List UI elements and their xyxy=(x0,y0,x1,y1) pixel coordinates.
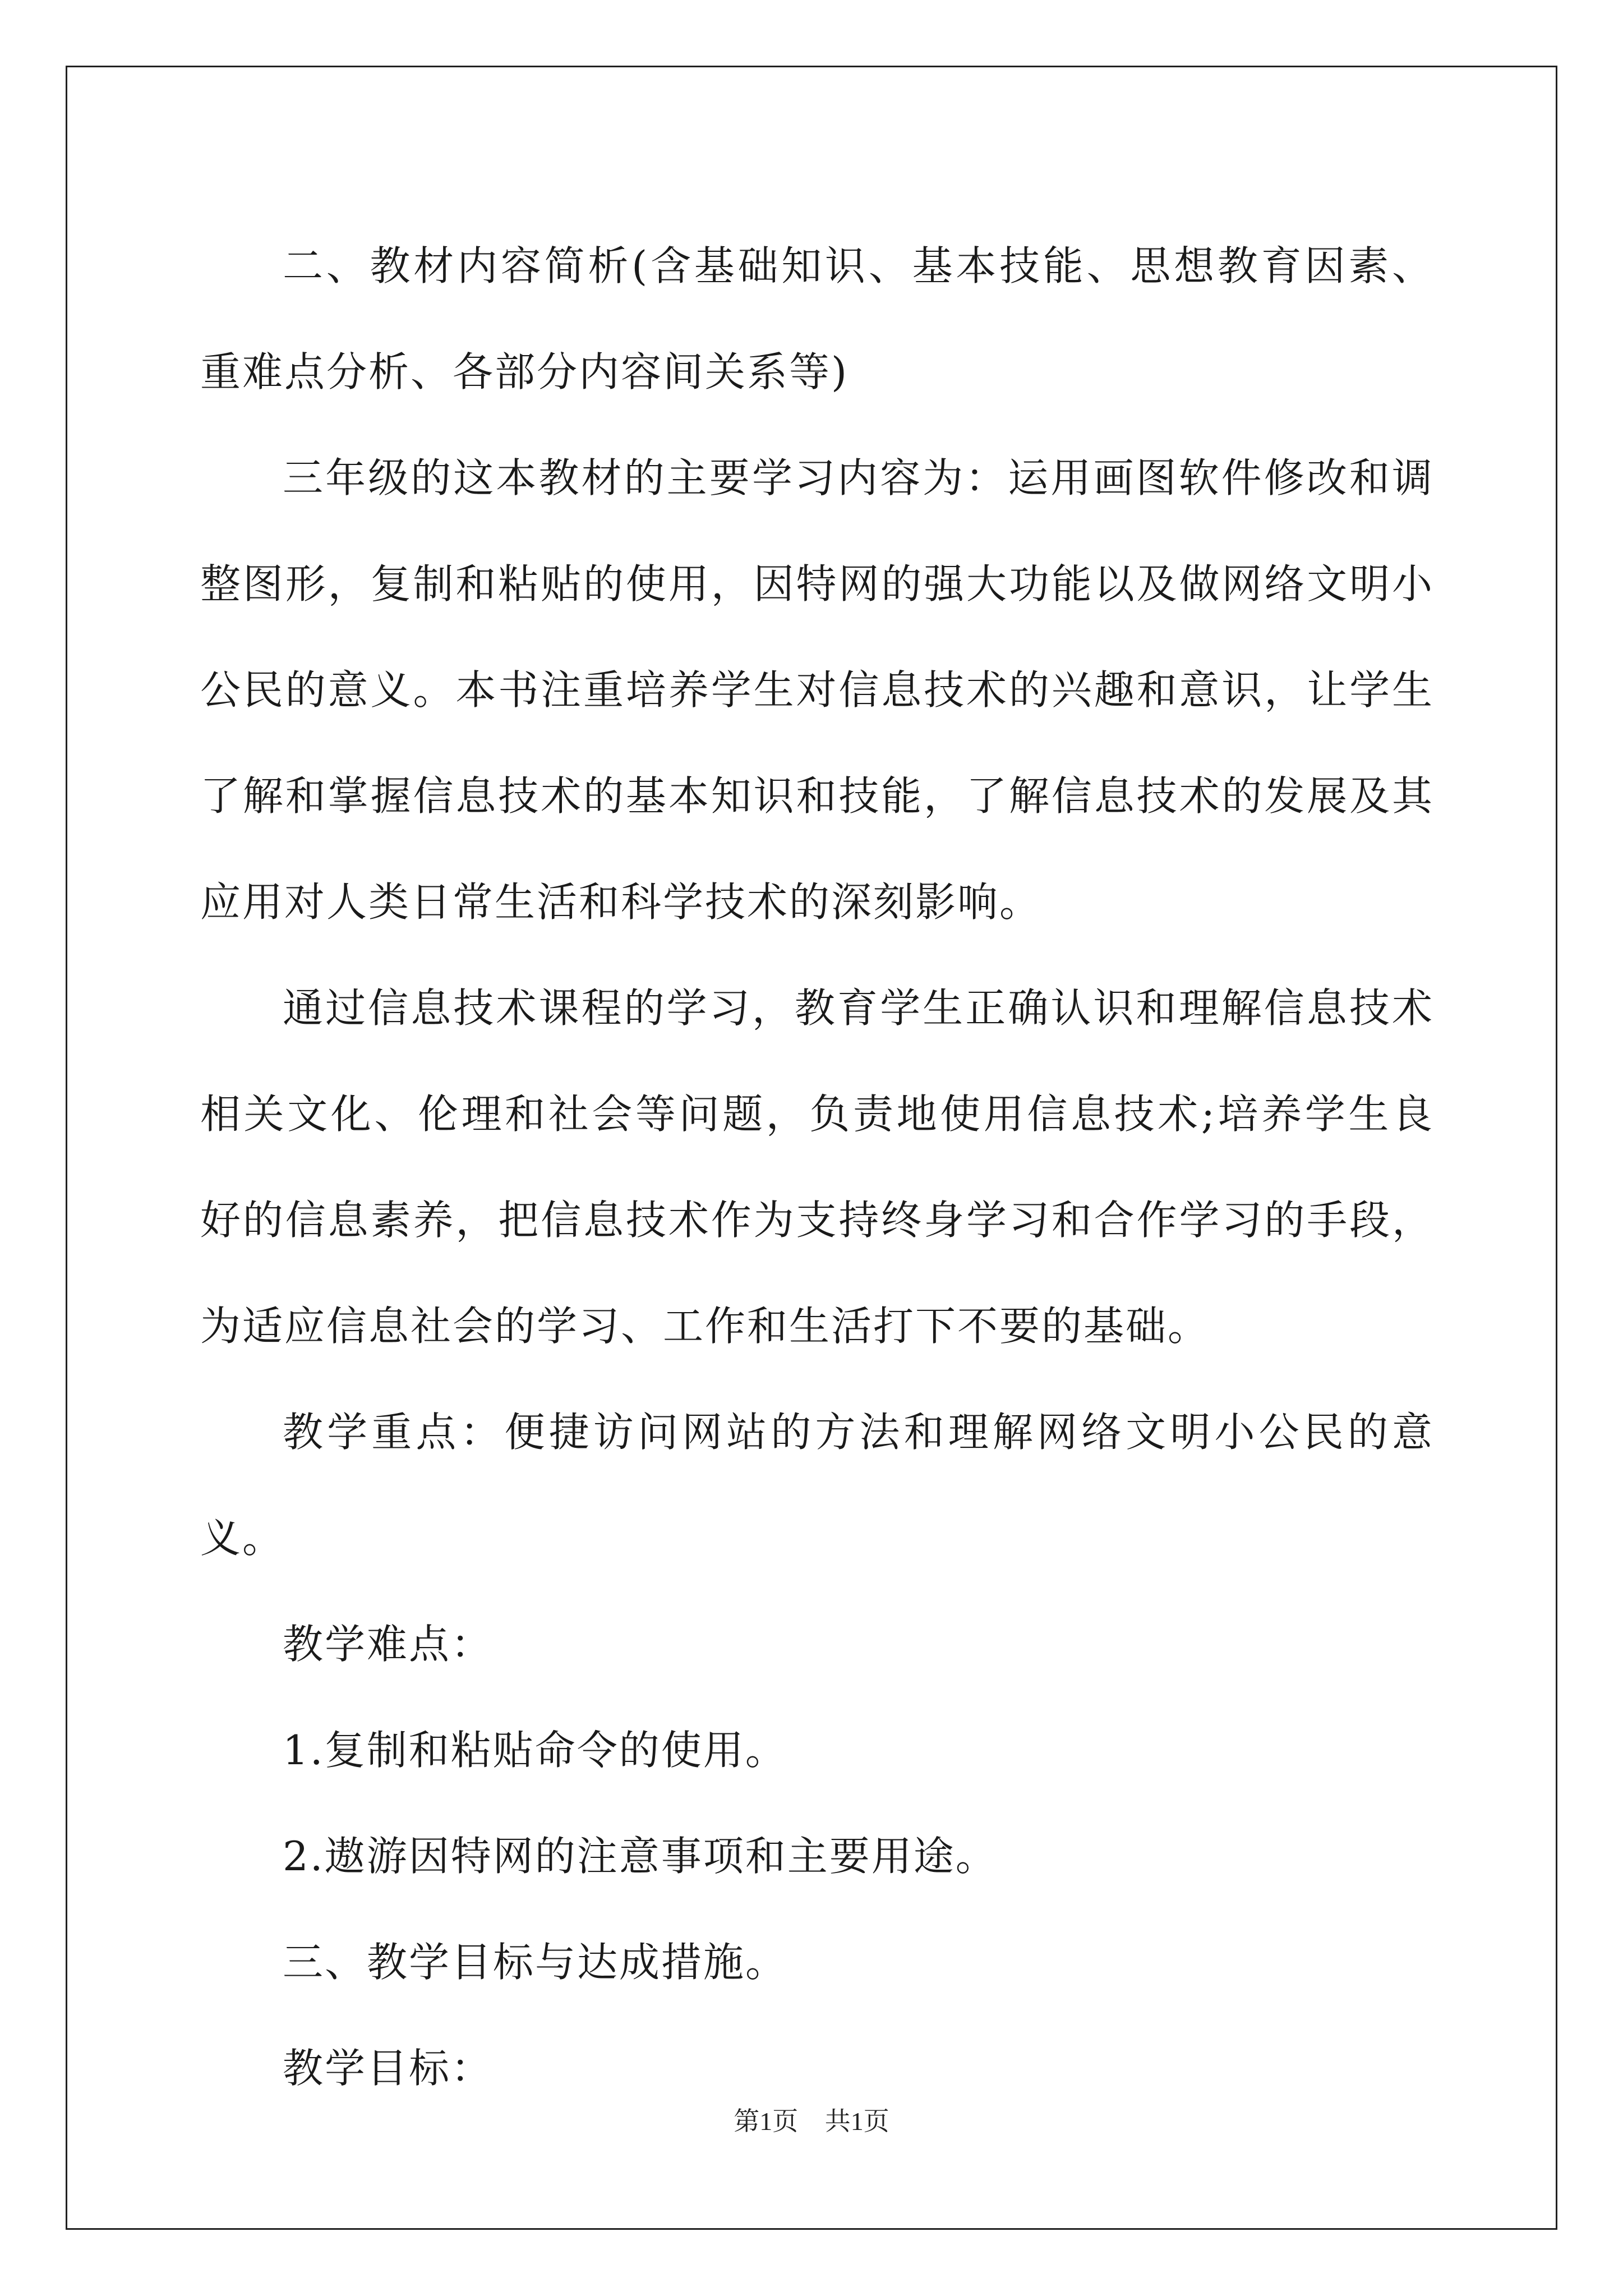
section-heading-textbook-analysis: 二、教材内容简析(含基础知识、基本技能、思想教育因素、重难点分析、各部分内容间关系等) xyxy=(200,242,1434,395)
page-number-current: 第1页 xyxy=(734,2107,799,2136)
teaching-key-points: 教学重点：便捷访问网站的方法和理解网络文明小公民的意义。 xyxy=(200,1409,1434,1562)
document-body xyxy=(200,213,1434,2122)
page-footer xyxy=(0,2101,1623,2138)
paragraph-content-overview: 三年级的这本教材的主要学习内容为：运用画图软件修改和调整图形，复制和粘贴的使用，因特网的强大功能以及做网络文明小公民的意义。本书注重培养学生对信息技术的兴趣和意识，让学生了解和掌握信息技术的基本知识和技能，了解信息技术的发展及其应用对人类日常生活和科学技术的深刻影响。 xyxy=(200,454,1434,926)
section-heading-teaching-objectives: 三、教学目标与达成措施。 xyxy=(283,1939,788,1986)
difficulty-item-1: 1.复制和粘贴命令的使用。 xyxy=(283,1727,787,1774)
teaching-difficulties-heading: 教学难点： xyxy=(283,1621,494,1668)
difficulty-item-2: 2.遨游因特网的注意事项和主要用途。 xyxy=(283,1833,998,1880)
paragraph-course-goals: 通过信息技术课程的学习，教育学生正确认识和理解信息技术相关文化、伦理和社会等问题，负责地使用信息技术;培养学生良好的信息素养，把信息技术作为支持终身学习和合作学习的手段，为适应信息社会的学习、工作和生活打下不要的基础。 xyxy=(200,984,1434,1350)
page-number-total: 共1页 xyxy=(824,2107,889,2136)
teaching-objectives-label: 教学目标： xyxy=(283,2045,494,2092)
